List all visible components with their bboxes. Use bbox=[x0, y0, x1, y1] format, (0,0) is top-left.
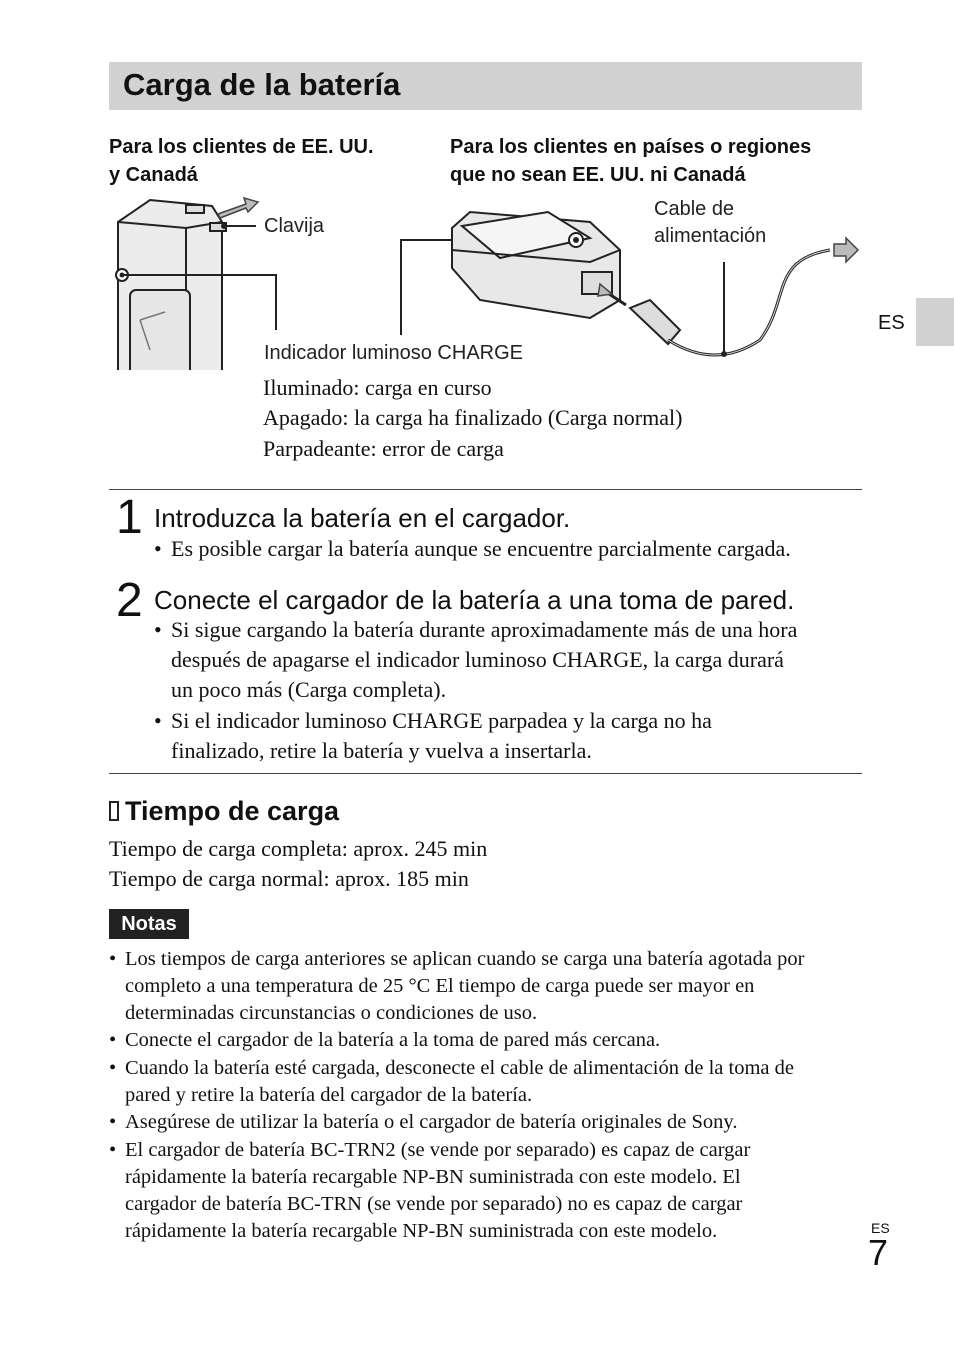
page-language: ES bbox=[871, 1220, 890, 1236]
section-marker-icon bbox=[109, 801, 119, 821]
status-off: Apagado: la carga ha finalizado (Carga normal) bbox=[263, 405, 683, 430]
status-lit: Iluminado: carga en curso bbox=[263, 375, 492, 400]
note-item: • Asegúrese de utilizar la batería o el cargador de batería originales de Sony. bbox=[109, 1111, 738, 1133]
desktop-charger-illustration bbox=[452, 212, 620, 318]
plug-arrow-icon bbox=[218, 198, 258, 218]
note-item: • Cuando la batería esté cargada, desconecte el cable de alimentación de la toma de pared y retire la batería del cargador de la batería. bbox=[109, 1057, 794, 1106]
page-number: 7 bbox=[868, 1232, 889, 1273]
page-title: Carga de la batería bbox=[123, 67, 401, 102]
language-tab-label: ES bbox=[878, 312, 905, 334]
full-charge-time: Tiempo de carga completa: aprox. 245 min bbox=[109, 836, 488, 861]
language-side-tab bbox=[916, 298, 954, 346]
step-1-number: 1 bbox=[116, 491, 143, 544]
wall-charger-illustration bbox=[116, 200, 226, 370]
plug-label: Clavija bbox=[264, 215, 325, 237]
normal-charge-time: Tiempo de carga normal: aprox. 185 min bbox=[109, 866, 469, 891]
other-regions-heading: Para los clientes en países o regiones que no sean EE. UU. ni Canadá bbox=[450, 136, 812, 186]
step-2-title: Conecte el cargador de la batería a una toma de pared. bbox=[154, 585, 795, 615]
indicator-label: Indicador luminoso CHARGE bbox=[264, 342, 523, 364]
cable-end-arrow-icon bbox=[834, 238, 858, 262]
step-1-title: Introduzca la batería en el cargador. bbox=[154, 503, 571, 533]
divider bbox=[109, 773, 862, 774]
step-2-bullet-2: • Si el indicador luminoso CHARGE parpadea y la carga no ha finalizado, retire la batería y vuelva a insertarla. bbox=[154, 708, 712, 763]
section-title-bar bbox=[109, 62, 862, 110]
notes-label: Notas bbox=[109, 909, 189, 939]
note-item: • Conecte el cargador de la batería a la toma de pared más cercana. bbox=[109, 1029, 661, 1051]
step-2-number: 2 bbox=[116, 574, 143, 627]
cable-label: Cable de alimentación bbox=[654, 198, 767, 247]
step-2-bullet-1: • Si sigue cargando la batería durante aproximadamente más de una hora después de apagarse el indicador luminoso CHARGE, la carga durará un poco más (Carga completa). bbox=[154, 617, 798, 702]
charging-time-heading: Tiempo de carga bbox=[109, 796, 339, 827]
note-item: • El cargador de batería BC-TRN2 (se vende por separado) es capaz de cargar rápidamente la batería recargable NP-BN suministrada con este modelo. El cargador de batería BC-TRN (se vende por separado) no es capaz de cargar rápidamente la batería recargable NP-BN suministrada con este modelo. bbox=[109, 1139, 751, 1242]
note-item: • Los tiempos de carga anteriores se aplican cuando se carga una batería agotada por completo a una temperatura de 25 °C El tiempo de carga puede ser mayor en determinadas circunstancias o condiciones de uso. bbox=[109, 948, 805, 1024]
step-1-bullet: • Es posible cargar la batería aunque se encuentre parcialmente cargada. bbox=[154, 536, 791, 561]
us-canada-heading: Para los clientes de EE. UU. y Canadá bbox=[109, 136, 374, 186]
divider bbox=[109, 489, 862, 490]
status-blinking: Parpadeante: error de carga bbox=[263, 436, 504, 461]
